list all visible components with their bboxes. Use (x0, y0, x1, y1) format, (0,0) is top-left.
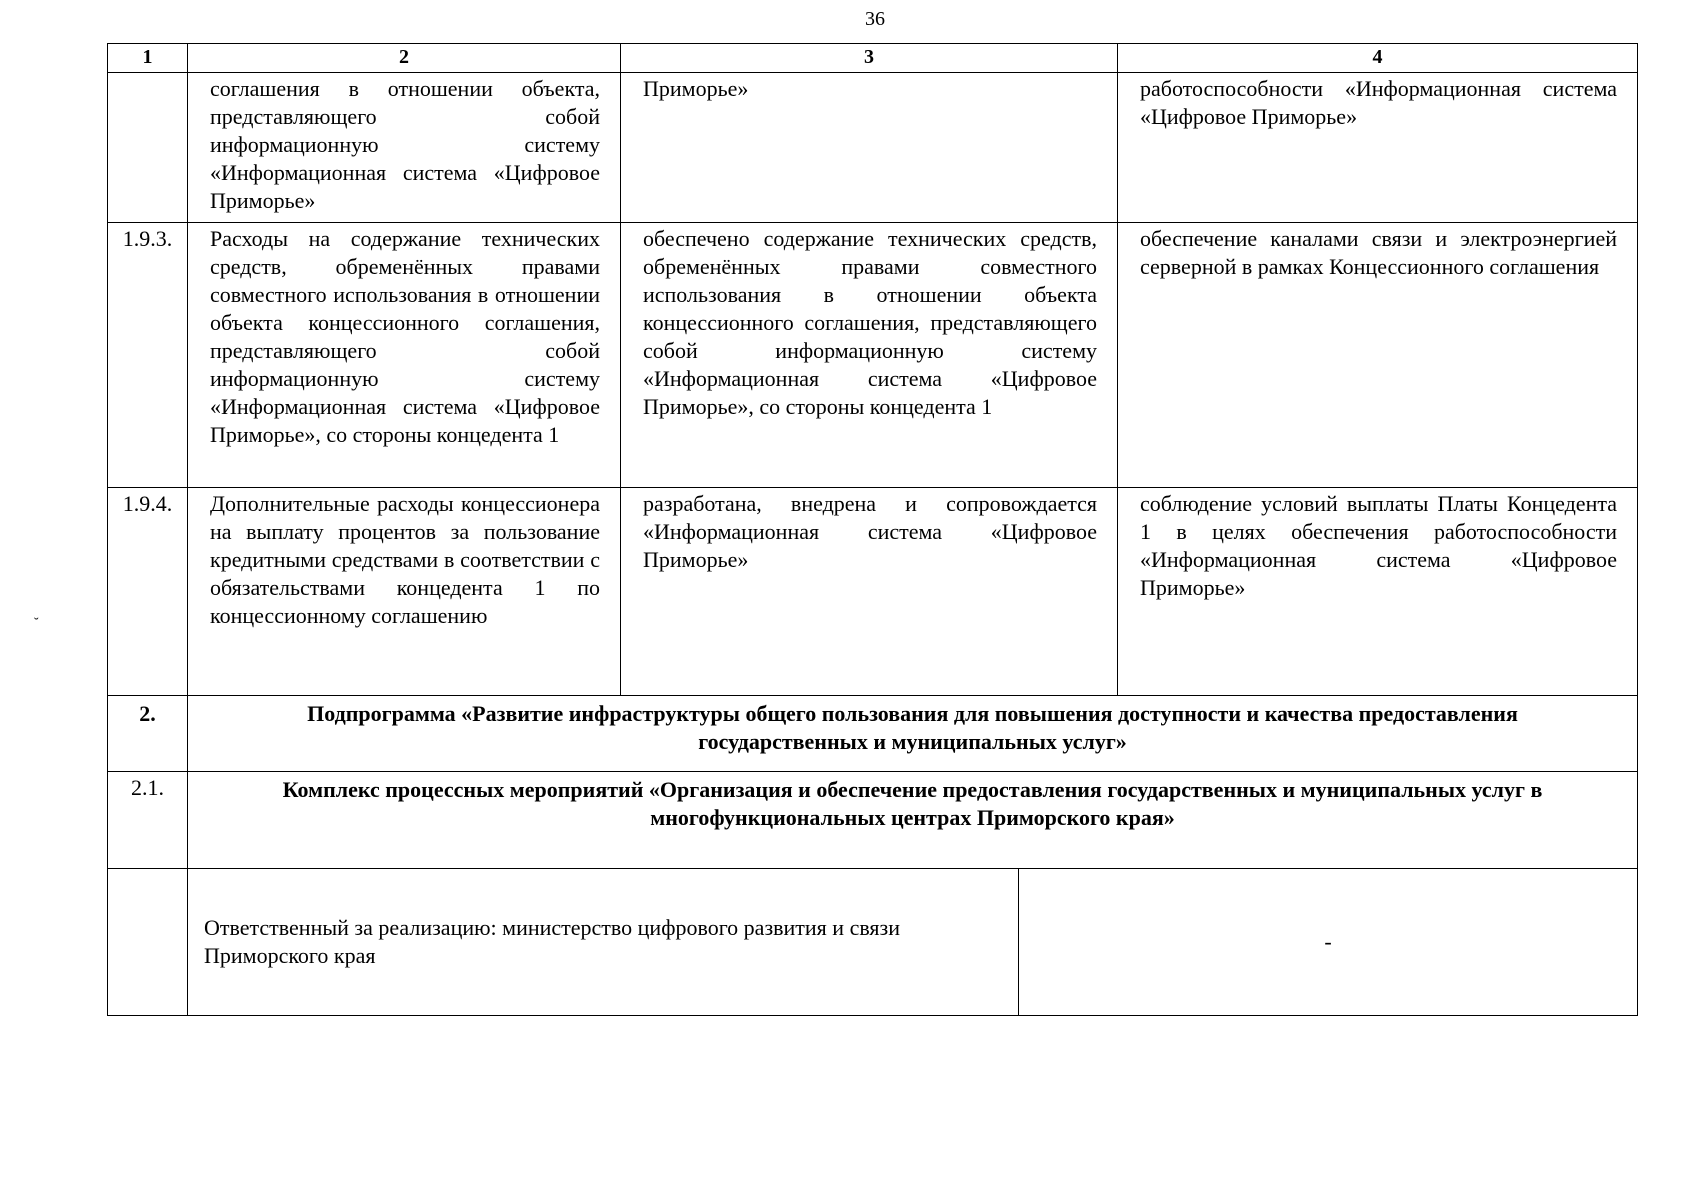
event-name-cell: соглашения в отношении объекта, представляющего собой информационную систему «Информационная система «Цифровое Приморье» (188, 73, 621, 223)
subprogram-title: Подпрограмма «Развитие инфраструктуры общего пользования для повышения доступности и качества предоставления государственных и муниципальных услуг» (188, 696, 1638, 772)
responsible-text: Ответственный за реализацию: министерство цифрового развития и связи Приморского края (188, 869, 1019, 1015)
event-name-cell: Дополнительные расходы концессионера на выплату процентов за пользование кредитными средствами в соответствии с обязательствами концедента 1 по концессионному соглашению (188, 488, 621, 696)
stray-mark: ˘ (34, 616, 39, 631)
column-header-3: 3 (621, 44, 1118, 73)
complex-row (108, 772, 1638, 869)
column-header-1: 1 (108, 44, 188, 73)
responsible-value: - (1324, 929, 1332, 954)
complex-title: Комплекс процессных мероприятий «Организация и обеспечение предоставления государственных и муниципальных услуг в многофункциональных центрах Приморского края» (188, 772, 1638, 869)
characteristic-cell: соблюдение условий выплаты Платы Концедента 1 в целях обеспечения работоспособности «Информационная система «Цифровое Приморье» (1118, 488, 1638, 696)
row-number (108, 869, 188, 1016)
complex-number: 2.1. (108, 772, 188, 869)
page-number: 36 (865, 8, 885, 30)
result-cell: обеспечено содержание технических средств, обременённых правами совместного использования в отношении объекта концессионного соглашения, представляющего собой информационную систему «Информационная система «Цифровое Приморье», со стороны концедента 1 (621, 223, 1118, 488)
row-number: 1.9.3. (108, 223, 188, 488)
column-header-2: 2 (188, 44, 621, 73)
row-number (108, 73, 188, 223)
column-header-4: 4 (1118, 44, 1638, 73)
result-cell: Приморье» (621, 73, 1118, 223)
characteristic-cell: обеспечение каналами связи и электроэнергией серверной в рамках Концессионного соглашения (1118, 223, 1638, 488)
table-row (108, 223, 1638, 488)
event-name-cell: Расходы на содержание технических средств, обременённых правами совместного использования в отношении объекта концессионного соглашения, представляющего собой информационную систему «Информационная система «Цифровое Приморье», со стороны концедента 1 (188, 223, 621, 488)
characteristic-cell: работоспособности «Информационная система «Цифровое Приморье» (1118, 73, 1638, 223)
table-header-row (108, 44, 1638, 73)
responsible-cell (188, 869, 1638, 1016)
program-table (107, 43, 1638, 1016)
table-row (108, 73, 1638, 223)
responsible-row (108, 869, 1638, 1016)
subprogram-number: 2. (108, 696, 188, 772)
row-number: 1.9.4. (108, 488, 188, 696)
table-row (108, 488, 1638, 696)
result-cell: разработана, внедрена и сопровождается «Информационная система «Цифровое Приморье» (621, 488, 1118, 696)
subprogram-row (108, 696, 1638, 772)
